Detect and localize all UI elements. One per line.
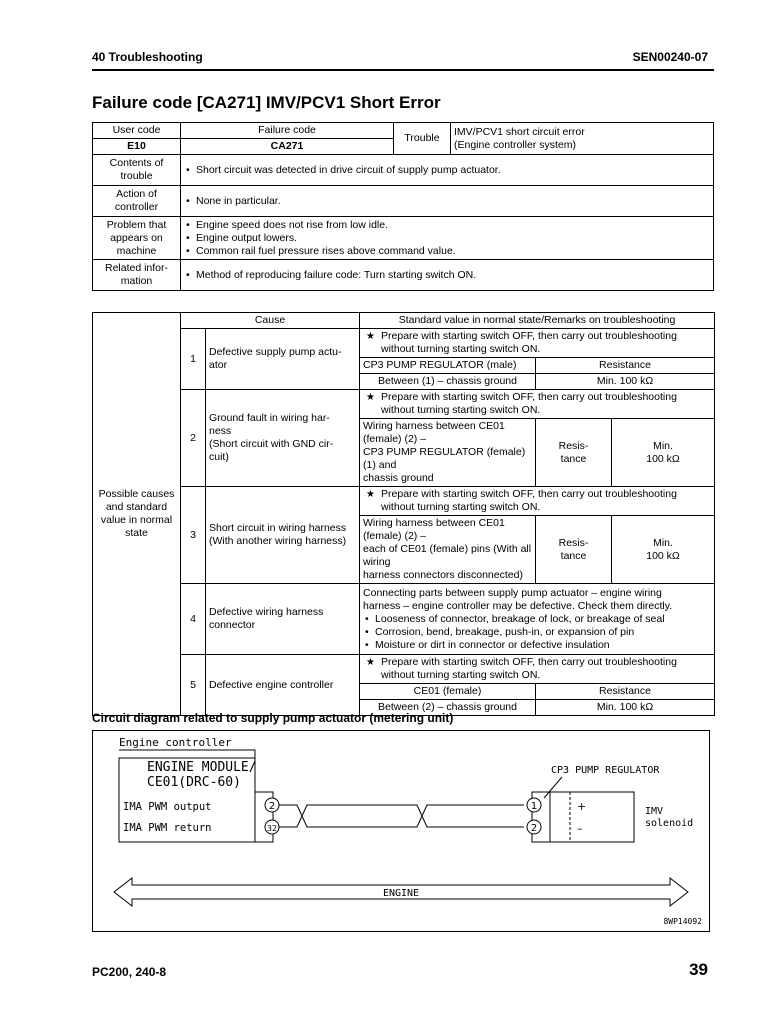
cause-2-val: Min. 100 kΩ: [612, 419, 715, 487]
minus-sign: –: [577, 822, 583, 835]
cause-1-prep: ★ Prepare with starting switch OFF, then carry out troubleshooting without turning starting switch ON.: [360, 329, 715, 358]
cause-5-text: Defective engine controller: [206, 655, 360, 716]
page-number: 39: [689, 960, 708, 979]
cause-2-number: 2: [181, 390, 206, 487]
list-item: • Engine speed does not rise from low idle.: [184, 219, 710, 232]
list-item: • Looseness of connector, breakage of lock, or breakage of seal: [363, 613, 711, 626]
pin-32-number: 32: [266, 824, 278, 833]
diagram-title: Circuit diagram related to supply pump actuator (metering unit): [92, 711, 454, 725]
cause-4-remarks: Connecting parts between supply pump actuator – engine wiring harness – engine controller may be defective. Check them directly. • Looseness of connector, breakage of lock, or breakage of seal • Corrosion, bend, breakage, push-in, or expansion of pin • Moisture or dirt in connector or defective insulation: [360, 584, 715, 655]
cause-2-desc: Wiring harness between CE01 (female) (2) – CP3 PUMP REGULATOR (female) (1) and chassis ground: [360, 419, 536, 487]
cause-3-desc: Wiring harness between CE01 (female) (2) – each of CE01 (female) pins (With all wiring harness connectors disconnected): [360, 516, 536, 584]
cause-1-number: 1: [181, 329, 206, 390]
failure-code-label: Failure code: [181, 123, 394, 139]
cause-5-col-a: CE01 (female): [360, 684, 536, 700]
solenoid-line2: solenoid: [645, 818, 694, 829]
cause-1-col-a: CP3 PUMP REGULATOR (male): [360, 358, 536, 374]
standard-header: Standard value in normal state/Remarks on troubleshooting: [360, 313, 715, 329]
cause-1-col-b: Resistance: [536, 358, 715, 374]
reg-pin-1-number: 1: [530, 801, 538, 812]
list-item: • Corrosion, bend, breakage, push-in, or expansion of pin: [363, 626, 711, 639]
cause-2-res: Resis- tance: [536, 419, 612, 487]
cause-1-row-a: Between (1) – chassis ground: [360, 374, 536, 390]
solenoid-box: [550, 792, 634, 842]
user-code-value: E10: [93, 139, 181, 155]
footer-model: PC200, 240-8: [92, 965, 167, 979]
cause-3-text: Short circuit in wiring harness (With another wiring harness): [206, 487, 360, 584]
document-id: SEN00240-07: [632, 50, 708, 64]
header-rule: [92, 69, 714, 71]
cause-5-row-b: Min. 100 kΩ: [536, 700, 715, 716]
regulator-label: CP3 PUMP REGULATOR: [551, 765, 660, 776]
plus-sign: +: [577, 800, 587, 813]
possible-causes-label: Possible causes and standard value in normal state: [93, 313, 181, 716]
action-label: Action of controller: [93, 186, 181, 217]
cause-5-row-a: Between (2) – chassis ground: [360, 700, 536, 716]
figure-id: 8WP14092: [663, 917, 702, 926]
cause-header: Cause: [181, 313, 360, 329]
cause-3-res: Resis- tance: [536, 516, 612, 584]
module-line1: ENGINE MODULE/: [147, 760, 257, 775]
problem-list: [181, 217, 714, 260]
list-item: • Engine output lowers.: [184, 232, 710, 245]
pin-2-number: 2: [268, 801, 276, 812]
cause-3-val: Min. 100 kΩ: [612, 516, 715, 584]
engine-label: ENGINE: [382, 888, 420, 899]
related-label: Related infor- mation: [93, 260, 181, 291]
pin-ret-label: IMA PWM return: [123, 822, 212, 834]
action-text: • None in particular.: [181, 186, 714, 217]
trouble-text: IMV/PCV1 short circuit error (Engine controller system): [451, 123, 714, 155]
page-title: Failure code [CA271] IMV/PCV1 Short Error: [92, 93, 441, 112]
info-table: [92, 122, 714, 291]
cause-3-number: 3: [181, 487, 206, 584]
circuit-diagram: [92, 730, 710, 932]
causes-table: [92, 312, 715, 716]
reg-pin-2-number: 2: [530, 823, 538, 834]
cause-5-prep: ★ Prepare with starting switch OFF, then carry out troubleshooting without turning starting switch ON.: [360, 655, 715, 684]
list-item: • Common rail fuel pressure rises above command value.: [184, 245, 710, 258]
section-header: 40 Troubleshooting: [92, 50, 203, 64]
solenoid-line1: IMV: [645, 806, 664, 817]
pin-out-label: IMA PWM output: [123, 801, 212, 813]
cause-1-text: Defective supply pump actu- ator: [206, 329, 360, 390]
problem-label: Problem that appears on machine: [93, 217, 181, 260]
module-line2: CE01(DRC-60): [147, 775, 241, 790]
cause-1-row-b: Min. 100 kΩ: [536, 374, 715, 390]
cause-2-prep: ★ Prepare with starting switch OFF, then carry out troubleshooting without turning starting switch ON.: [360, 390, 715, 419]
failure-code-value: CA271: [181, 139, 394, 155]
cause-5-number: 5: [181, 655, 206, 716]
cause-4-number: 4: [181, 584, 206, 655]
trouble-label: Trouble: [394, 123, 451, 155]
contents-text: • Short circuit was detected in drive circuit of supply pump actuator.: [181, 155, 714, 186]
related-text: • Method of reproducing failure code: Turn starting switch ON.: [181, 260, 714, 291]
contents-label: Contents of trouble: [93, 155, 181, 186]
controller-label: Engine controller: [119, 736, 232, 749]
cause-2-text: Ground fault in wiring har- ness (Short circuit with GND cir- cuit): [206, 390, 360, 487]
cause-5-col-b: Resistance: [536, 684, 715, 700]
cause-4-text: Defective wiring harness connector: [206, 584, 360, 655]
cause-3-prep: ★ Prepare with starting switch OFF, then carry out troubleshooting without turning starting switch ON.: [360, 487, 715, 516]
list-item: • Moisture or dirt in connector or defective insulation: [363, 639, 711, 652]
user-code-label: User code: [93, 123, 181, 139]
